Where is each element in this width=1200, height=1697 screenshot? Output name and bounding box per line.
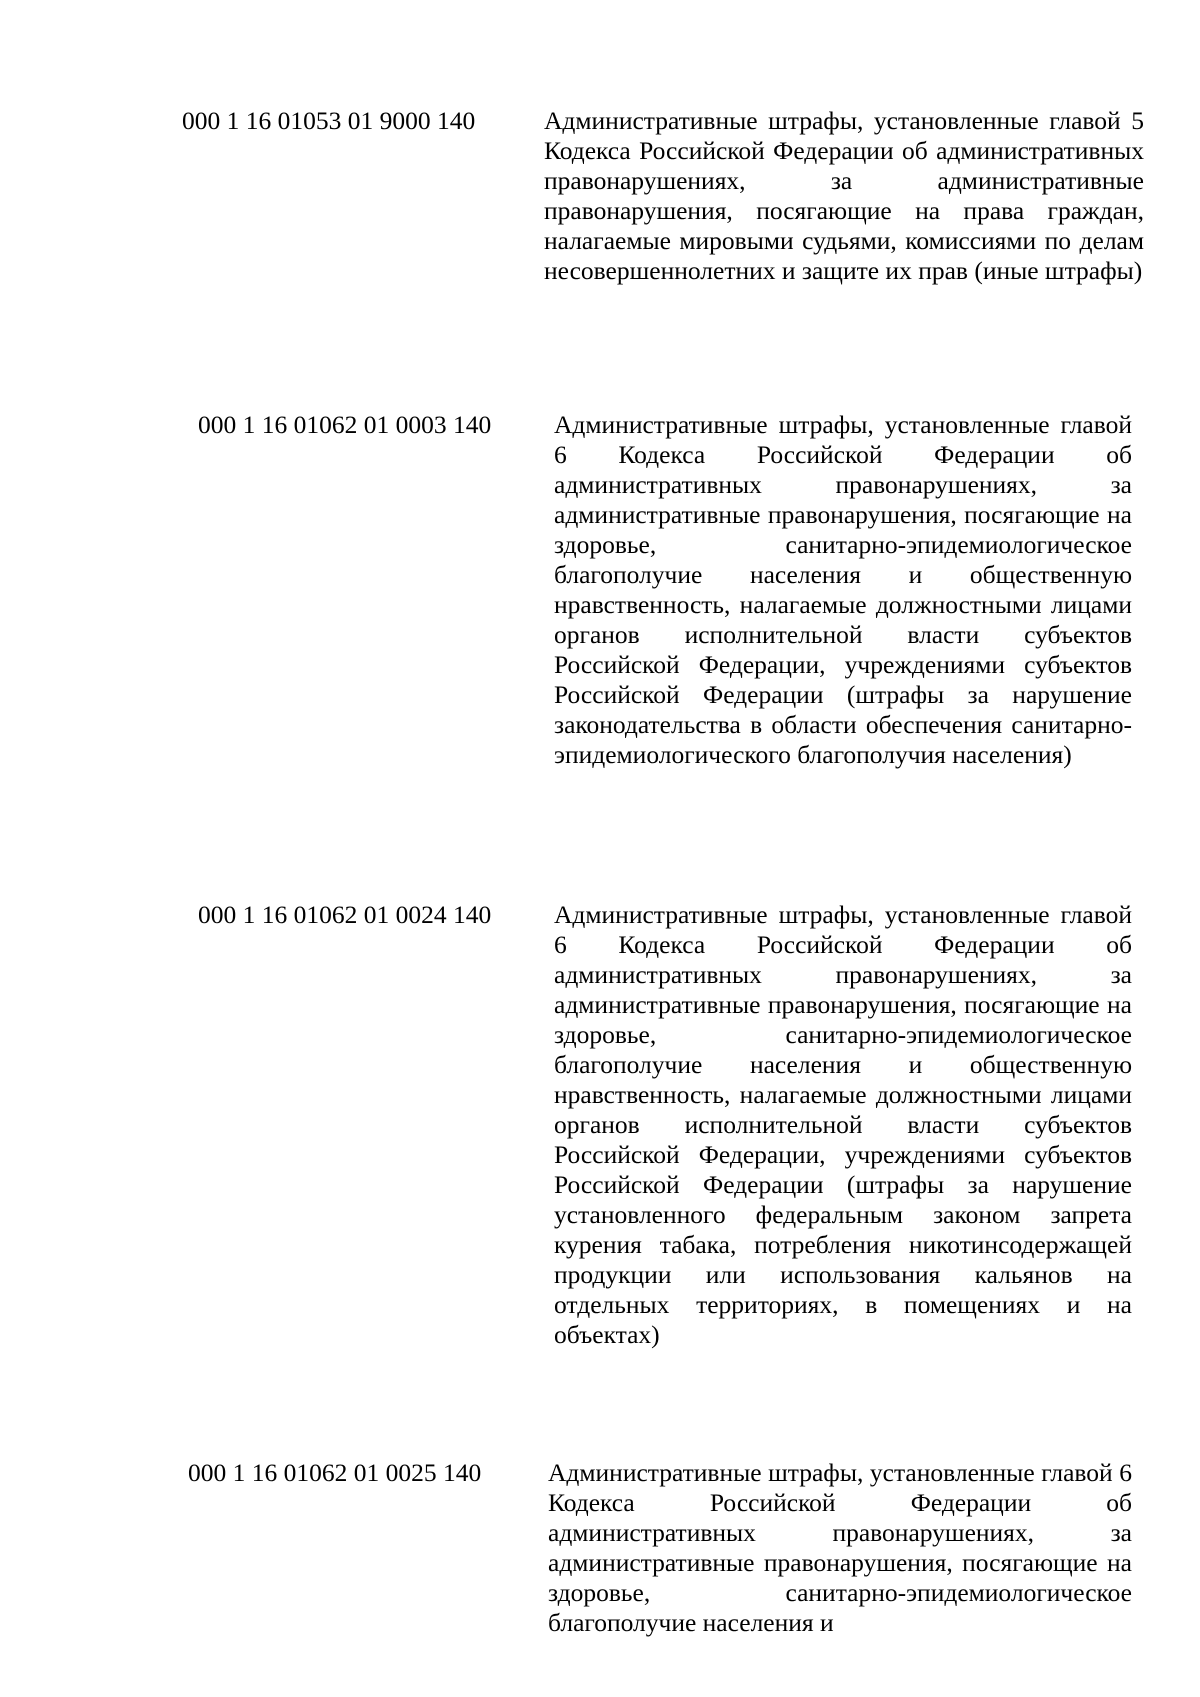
entry-description: Административные штрафы, установленные главой 6 Кодекса Российской Федерации об административных правонарушениях, за административные правонарушения, посягающие на здоровье, санитарно-эпидемиологическое благополучие населения и: [548, 1458, 1132, 1637]
entry-description: Административные штрафы, установленные главой 6 Кодекса Российской Федерации об административных правонарушениях, за административные правонарушения, посягающие на здоровье, санитарно-эпидемиологическое благополучие населения и общественную нравственность, налагаемые должностными лицами органов исполнительной власти субъектов Российской Федерации, учреждениями субъектов Российской Федерации (штрафы за нарушение установленного федеральным законом запрета курения табака, потребления никотинсодержащей продукции или использования кальянов на отдельных территориях, в помещениях и на объектах): [554, 900, 1132, 1349]
entry-description: Административные штрафы, установленные главой 6 Кодекса Российской Федерации об административных правонарушениях, за административные правонарушения, посягающие на здоровье, санитарно-эпидемиологическое благополучие населения и общественную нравственность, налагаемые должностными лицами органов исполнительной власти субъектов Российской Федерации, учреждениями субъектов Российской Федерации (штрафы за нарушение законодательства в области обеспечения санитарно-эпидемиологического благополучия населения): [554, 410, 1132, 769]
entry-description: Административные штрафы, установленные главой 5 Кодекса Российской Федерации об административных правонарушениях, за административные правонарушения, посягающие на права граждан, налагаемые мировыми судьями, комиссиями по делам несовершеннолетних и защите их прав (иные штрафы): [544, 106, 1144, 285]
budget-code-entry: [0, 106, 1200, 376]
budget-code-entry: [0, 410, 1200, 860]
budget-code-entry: [0, 1458, 1200, 1658]
budget-classification-code: 000 1 16 01062 01 0024 140: [198, 900, 492, 929]
budget-code-entry: [0, 900, 1200, 1420]
budget-classification-code: 000 1 16 01062 01 0003 140: [198, 410, 492, 439]
budget-classification-code: 000 1 16 01062 01 0025 140: [188, 1458, 482, 1487]
budget-classification-code: 000 1 16 01053 01 9000 140: [182, 106, 476, 135]
